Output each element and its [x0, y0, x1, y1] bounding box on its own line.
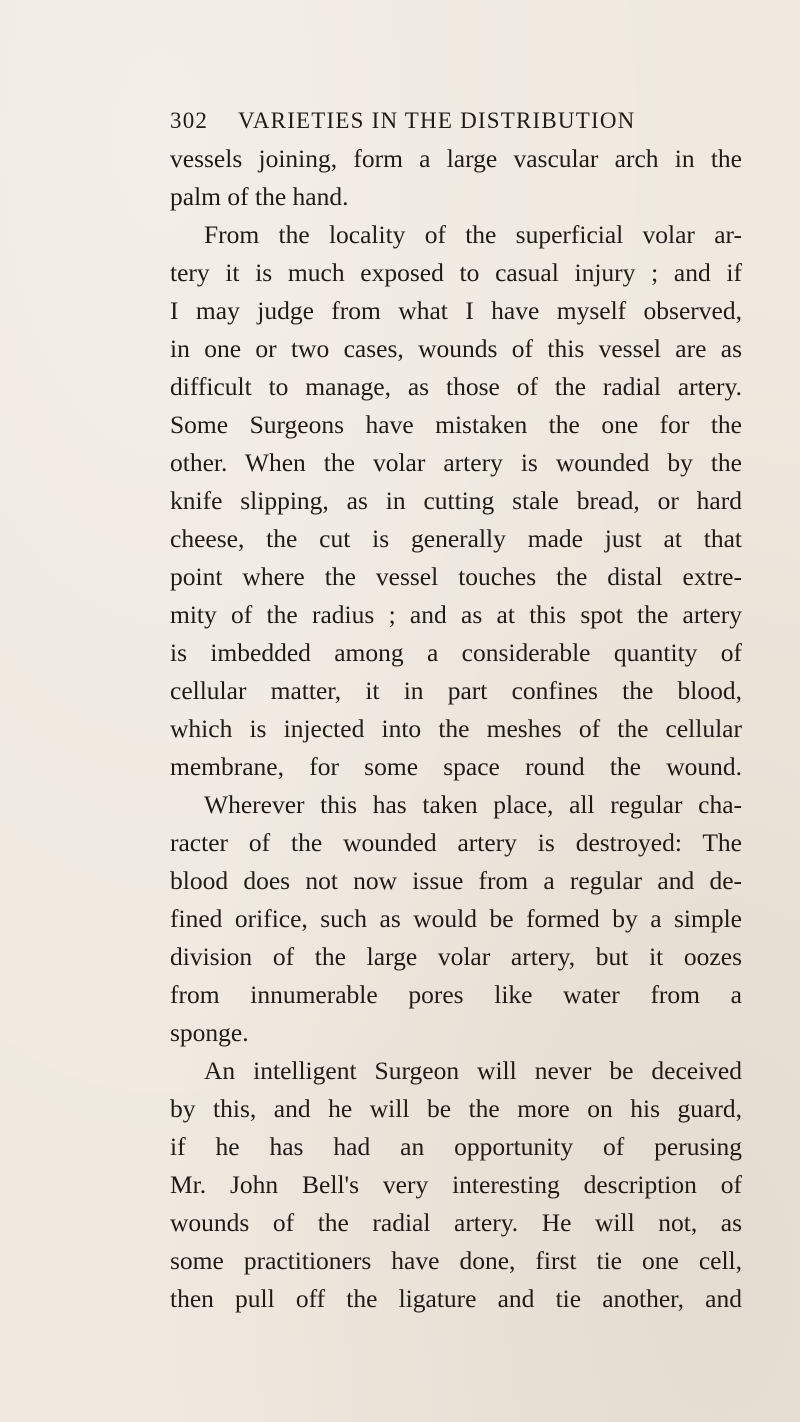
- text-line: some practitioners have done, first tie one cell,: [170, 1246, 742, 1275]
- text-line: wounds of the radial artery. He will not, as: [170, 1208, 742, 1237]
- text-line: Some Surgeons have mistaken the one for the: [170, 410, 742, 439]
- body-text: [170, 140, 742, 1318]
- text-line: Mr. John Bell's very interesting description of: [170, 1170, 742, 1199]
- text-line: An intelligent Surgeon will never be deceived: [204, 1056, 742, 1085]
- text-line: other. When the volar artery is wounded by the: [170, 448, 742, 477]
- text-line: From the locality of the superficial volar ar-: [204, 220, 742, 249]
- text-line: then pull off the ligature and tie another, and: [170, 1284, 742, 1313]
- text-line: is imbedded among a considerable quantity of: [170, 638, 742, 667]
- text-line: Wherever this has taken place, all regular cha-: [204, 790, 742, 819]
- text-line: sponge.: [170, 1018, 249, 1047]
- text-line: cheese, the cut is generally made just at that: [170, 524, 742, 553]
- text-line: if he has had an opportunity of perusing: [170, 1132, 742, 1161]
- text-line: fined orifice, such as would be formed by a simple: [170, 904, 742, 933]
- text-line: racter of the wounded artery is destroyed: The: [170, 828, 742, 857]
- text-line: knife slipping, as in cutting stale bread, or hard: [170, 486, 742, 515]
- running-title: VARIETIES IN THE DISTRIBUTION: [238, 108, 636, 133]
- text-line: tery it is much exposed to casual injury ; and if: [170, 258, 742, 287]
- text-line: division of the large volar artery, but it oozes: [170, 942, 742, 971]
- text-line: mity of the radius ; and as at this spot the artery: [170, 600, 742, 629]
- text-line: palm of the hand.: [170, 182, 349, 211]
- text-line: membrane, for some space round the wound.: [170, 752, 742, 781]
- text-line: point where the vessel touches the distal extre-: [170, 562, 742, 591]
- text-line: vessels joining, form a large vascular arch in the: [170, 144, 742, 173]
- text-line: in one or two cases, wounds of this vessel are as: [170, 334, 742, 363]
- text-line: I may judge from what I have myself observed,: [170, 296, 742, 325]
- text-line: by this, and he will be the more on his guard,: [170, 1094, 742, 1123]
- page-number: 302: [170, 108, 209, 133]
- text-line: blood does not now issue from a regular and de-: [170, 866, 742, 895]
- text-line: difficult to manage, as those of the radial artery.: [170, 372, 742, 401]
- text-line: which is injected into the meshes of the cellular: [170, 714, 742, 743]
- text-line: from innumerable pores like water from a: [170, 980, 742, 1009]
- text-line: cellular matter, it in part confines the blood,: [170, 676, 742, 705]
